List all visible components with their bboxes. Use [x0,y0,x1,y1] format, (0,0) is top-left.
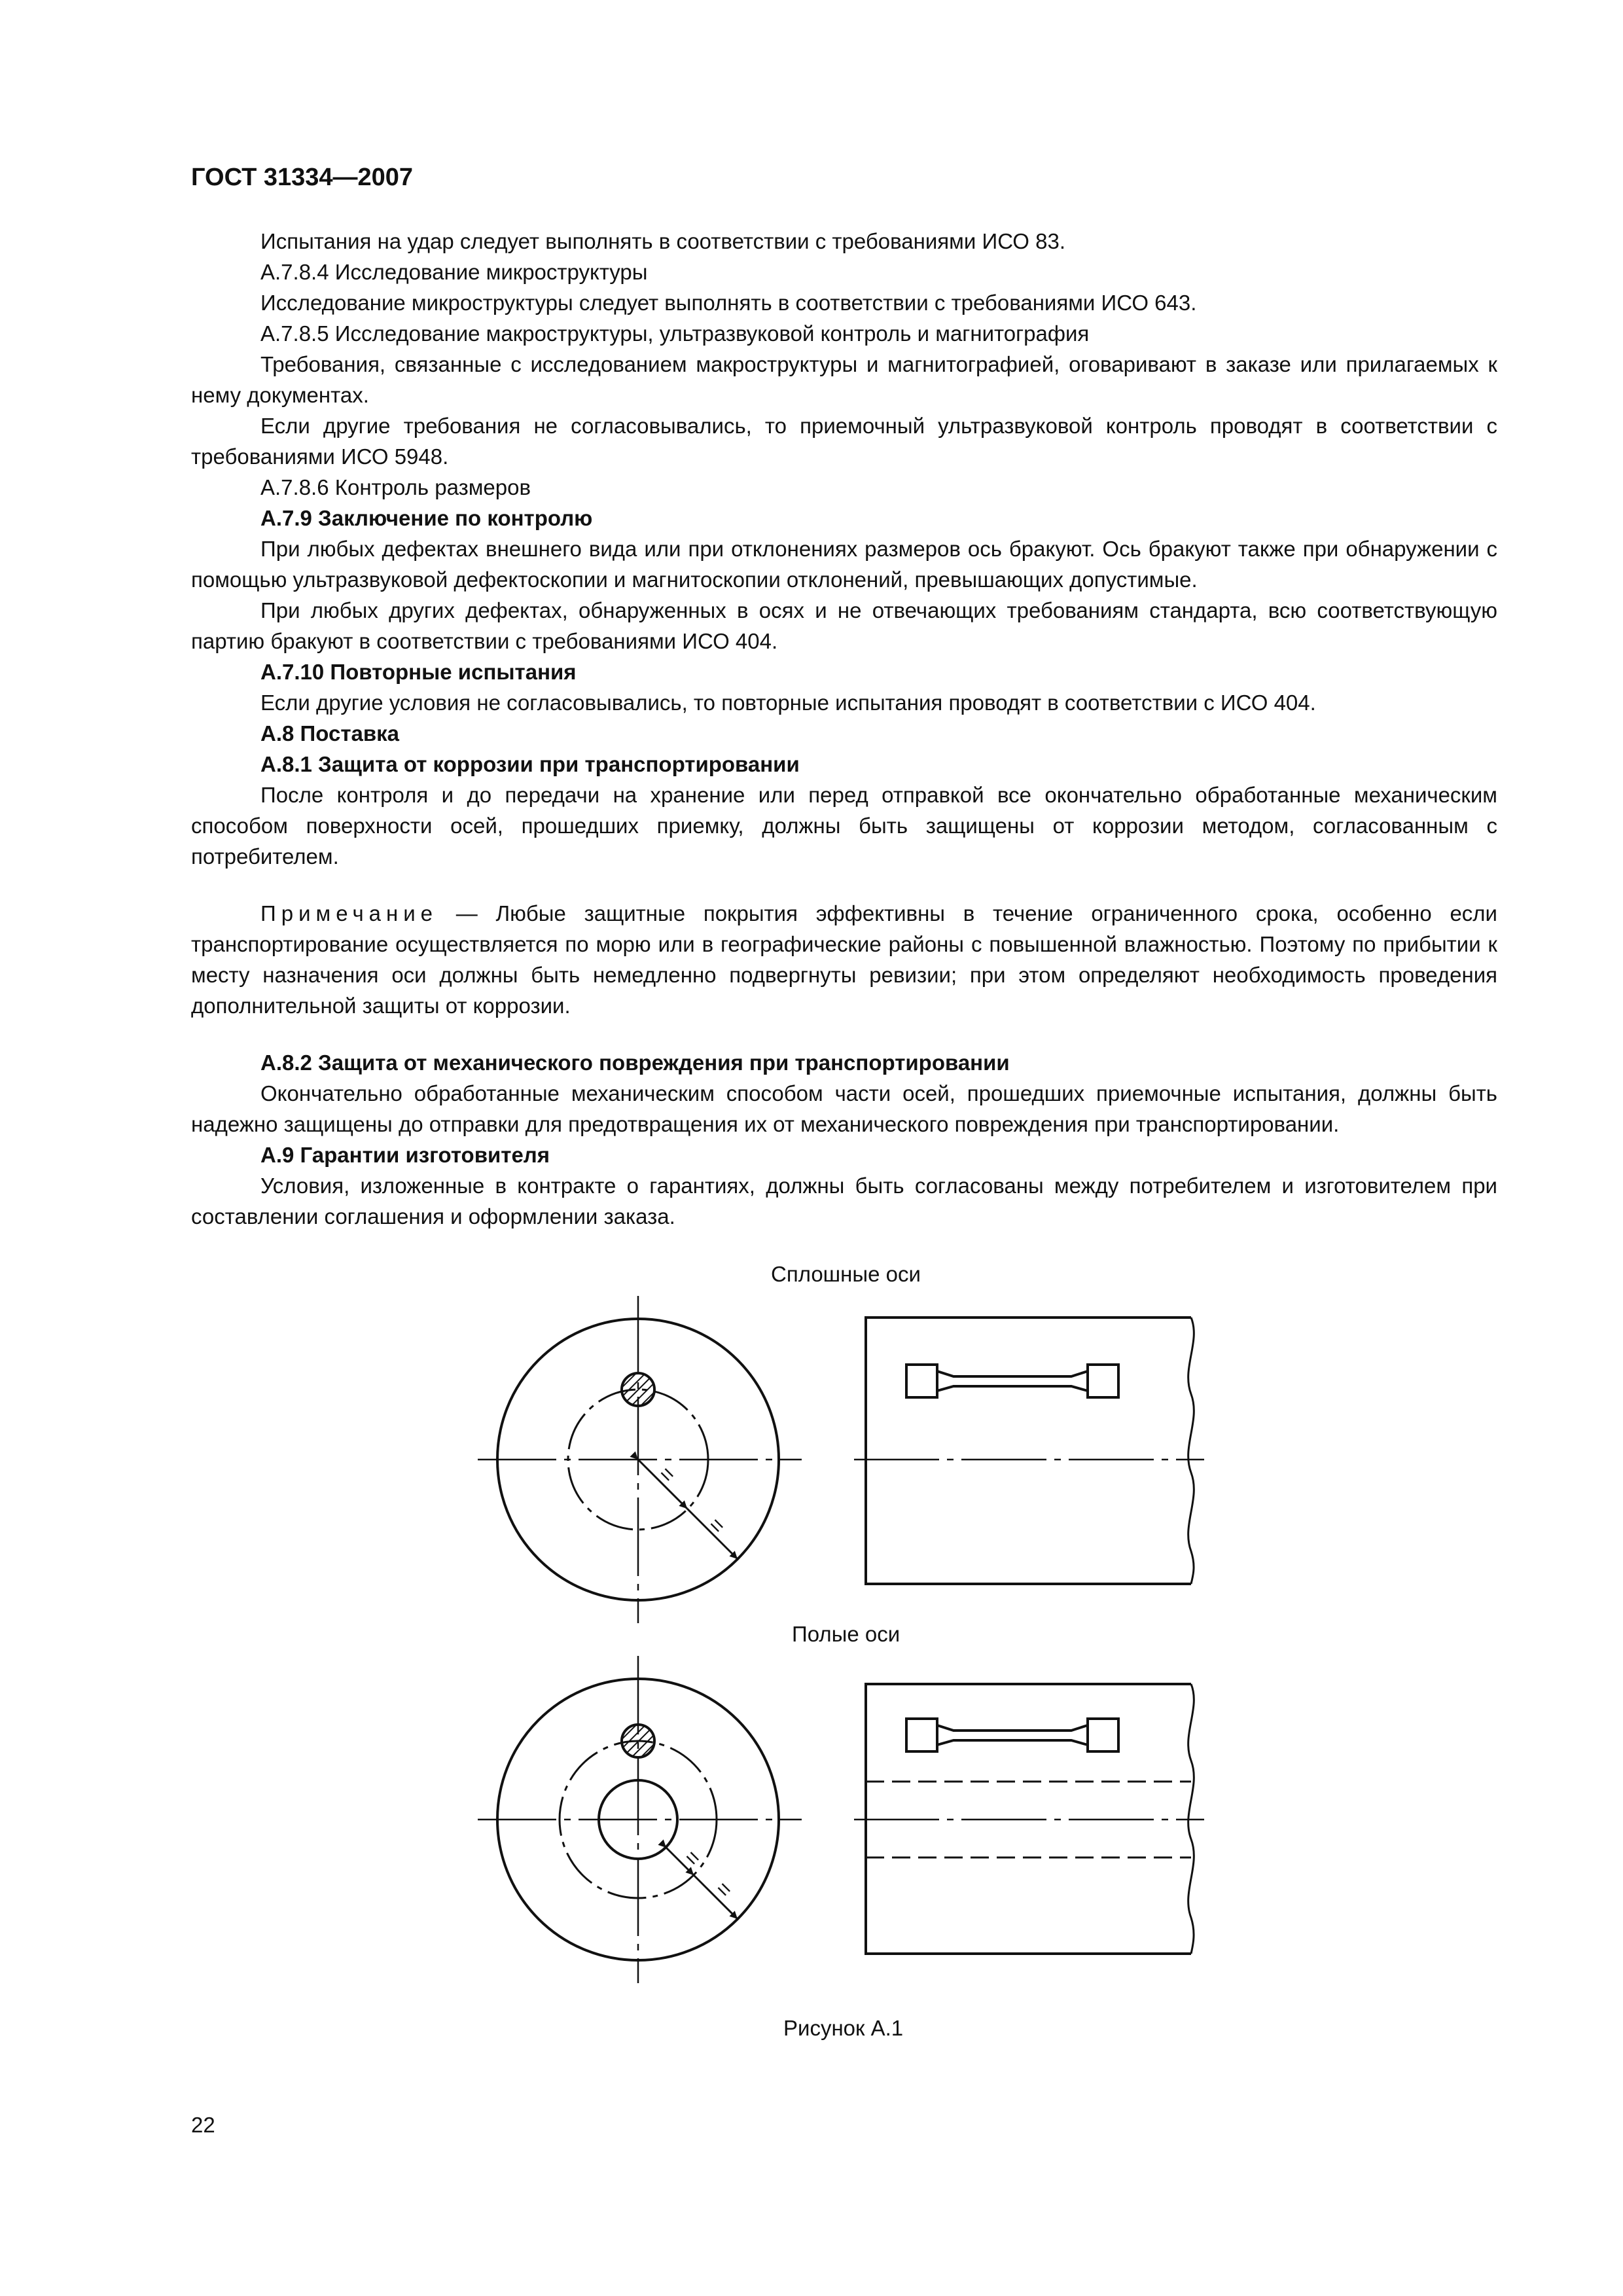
tensile-specimen [906,1719,1118,1751]
paragraph: При любых дефектах внешнего вида или при отклонениях размеров ось бракуют. Ось бракуют также при обнаружении с помощью ультразвуковой дефектоскопии и магнитоскопии отклонений, превышающих допустимые. [191,537,1497,592]
figure-title-solid: Сплошные оси [771,1262,921,1286]
section-heading: А.8 Поставка [260,721,399,745]
note-label: Примечание [260,901,438,925]
figure-caption: Рисунок А.1 [783,2016,904,2040]
paragraph: Испытания на удар следует выполнять в соответствии с требованиями ИСО 83. [260,229,1066,253]
paragraph: Окончательно обработанные механическим способом части осей, прошедших приемочные испытания, должны быть надежно защищены до отправки для предотвращения их от механического повреждения при транспортировании. [191,1081,1497,1136]
section-heading: А.9 Гарантии изготовителя [260,1143,550,1167]
solid-axis-side-view [854,1318,1204,1584]
section-heading: А.7.9 Заключение по контролю [260,506,593,530]
document-header: ГОСТ 31334—2007 [191,164,414,191]
solid-axis-end-view [478,1296,802,1623]
dimension-mark-outer: = [710,1876,738,1903]
hollow-axis-end-view [478,1656,802,1983]
tensile-specimen [906,1365,1118,1397]
paragraph: Если другие условия не согласовывались, то повторные испытания проводят в соответствии с ИСО 404. [260,691,1316,715]
dimension-mark-outer: = [703,1512,730,1539]
clause-heading: А.7.8.6 Контроль размеров [260,475,531,499]
paragraph: Требования, связанные с исследованием макроструктуры и магнитографией, оговаривают в заказе или прилагаемых к нему документах. [191,352,1497,407]
hollow-axis-side-view [854,1684,1204,1954]
clause-heading: А.7.8.4 Исследование микроструктуры [260,260,648,284]
paragraph: После контроля и до передачи на хранение или перед отправкой все окончательно обработанные механическим способом поверхности осей, прошедших приемку, должны быть защищены от коррозии методом, согласованным с потребителем. [191,783,1497,869]
paragraph: Исследование микроструктуры следует выполнять в соответствии с требованиями ИСО 643. [260,291,1197,315]
dimension-mark-inner: = [653,1461,681,1488]
break-line [1188,1318,1194,1584]
section-heading: А.8.2 Защита от механического повреждения при транспортировании [260,1050,1010,1075]
section-heading: А.7.10 Повторные испытания [260,660,577,684]
page-number: 22 [191,2113,215,2137]
dimension-mark-inner: = [679,1844,706,1872]
paragraph: Условия, изложенные в контракте о гарантиях, должны быть согласованы между потребителем и изготовителем при составлении соглашения и оформлении заказа. [191,1174,1497,1229]
paragraph: При любых других дефектах, обнаруженных в осях и не отвечающих требованиям стандарта, всю соответствующую партию бракуют в соответствии с требованиями ИСО 404. [191,598,1497,653]
section-heading: А.8.1 Защита от коррозии при транспортировании [260,752,800,776]
figure-title-hollow: Полые оси [792,1622,901,1646]
note-text: — Любые защитные покрытия эффективны в течение ограниченного срока, особенно если транспортирование осуществляется по морю или в географические районы с повышенной влажностью. Поэтому по прибытии к месту назначения оси должны быть немедленно подвергнуты ревизии; при этом определяют необходимость проведения дополнительной защиты от коррозии. [191,901,1497,1018]
paragraph: Если другие требования не согласовывались, то приемочный ультразвуковой контроль проводят в соответствии с требованиями ИСО 5948. [191,414,1497,469]
axis-outline [866,1318,1191,1584]
clause-heading: А.7.8.5 Исследование макроструктуры, ультразвуковой контроль и магнитография [260,321,1090,346]
